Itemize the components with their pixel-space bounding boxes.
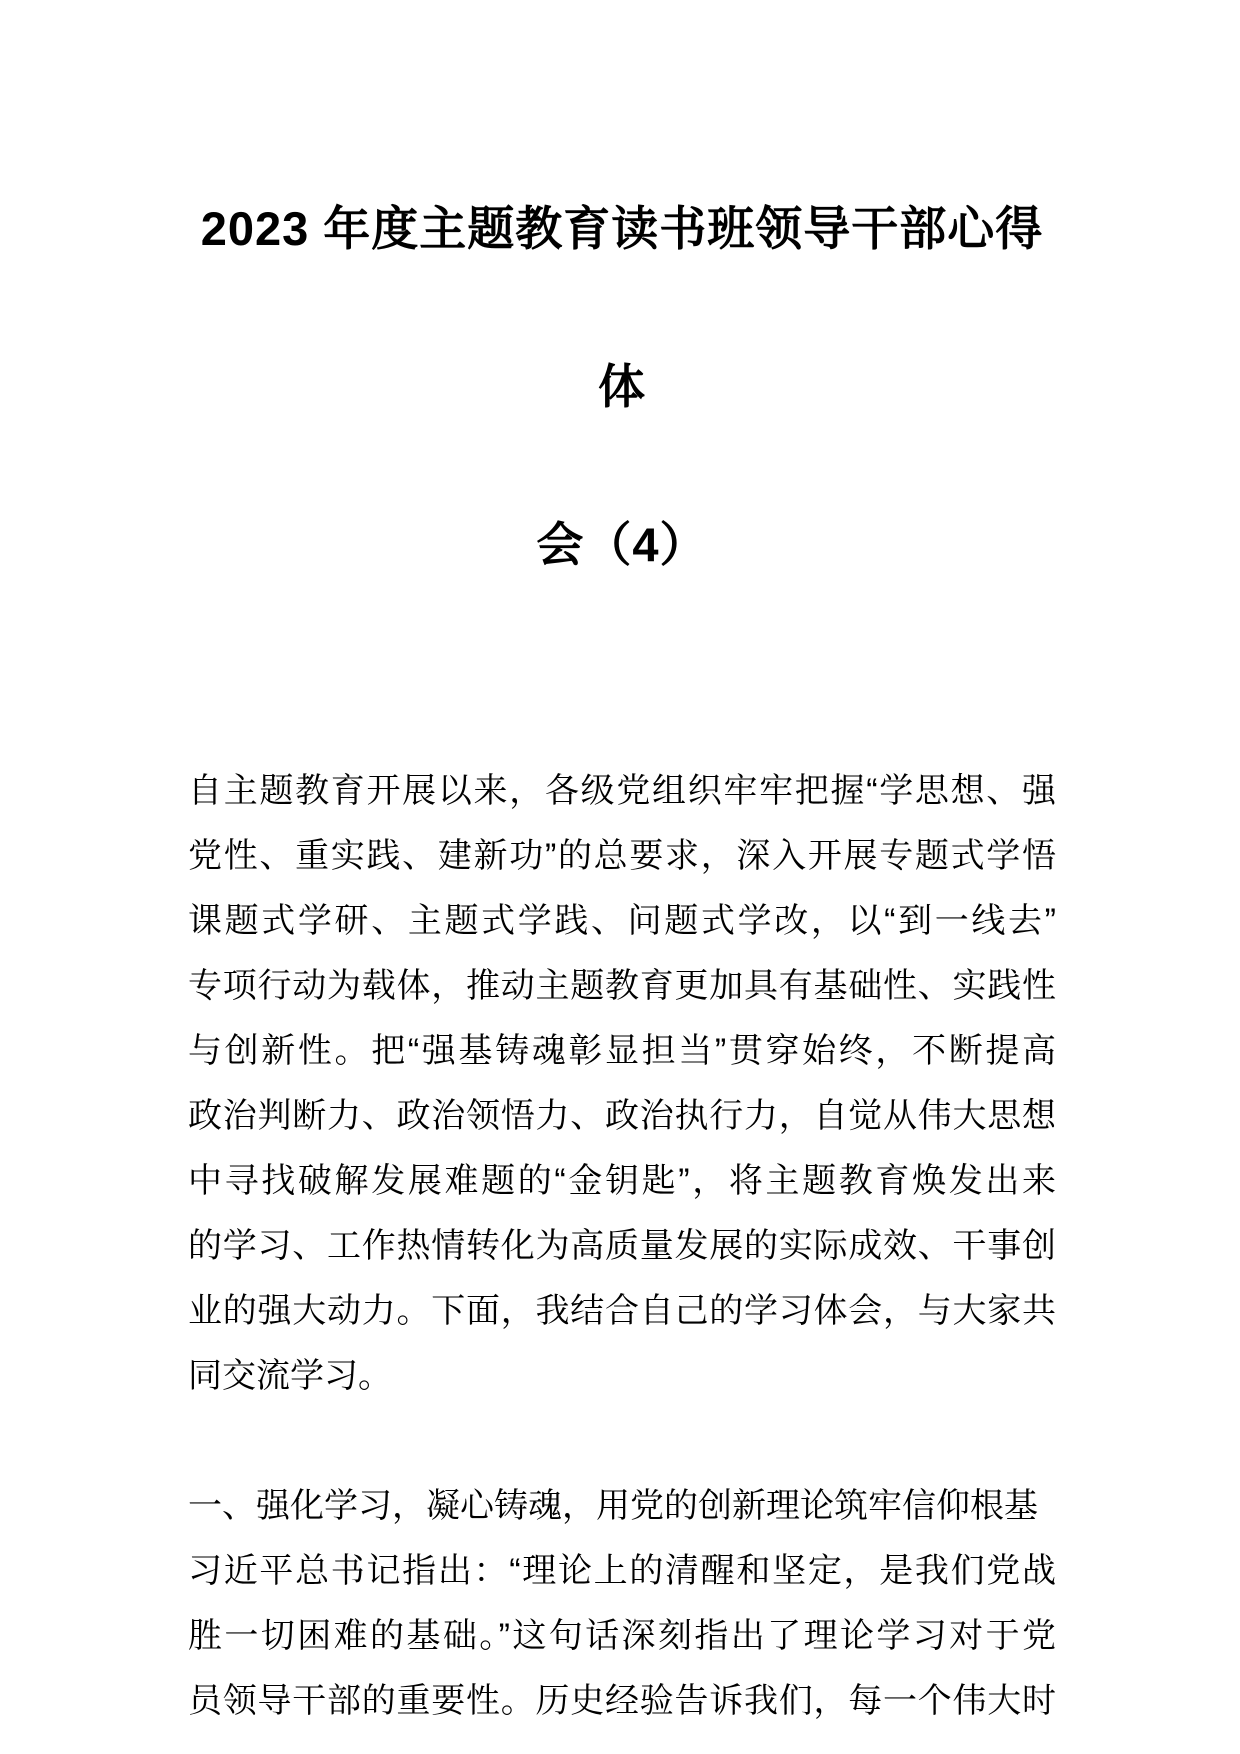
document-title: [188, 150, 1056, 624]
text-line: 习近平总书记指出：“理论上的清醒和坚定，是我们党战: [188, 1552, 1056, 1590]
text-line: 胜一切困难的基础。”这句话深刻指出了理论学习对于党: [188, 1617, 1056, 1655]
document-body: [188, 759, 1056, 1734]
title-line-2: 会（4）: [536, 518, 708, 571]
text-line: 与创新性。把“强基铸魂彰显担当”贯穿始终，不断提高: [188, 1032, 1056, 1070]
text-line: 课题式学研、主题式学践、问题式学改，以“到一线去”: [188, 902, 1056, 940]
paragraph-1: [188, 759, 1056, 1409]
text-line: 中寻找破解发展难题的“金钥匙”，将主题教育焕发出来: [188, 1162, 1056, 1200]
section-heading: 一、强化学习，凝心铸魂，用党的创新理论筑牢信仰根基: [188, 1487, 1038, 1525]
text-line: 专项行动为载体，推动主题教育更加具有基础性、实践性: [188, 967, 1056, 1005]
title-line-1: 2023 年度主题教育读书班领导干部心得体: [200, 202, 1044, 413]
section-1: [188, 1474, 1056, 1539]
text-line: 员领导干部的重要性。历史经验告诉我们，每一个伟大时: [188, 1682, 1056, 1720]
text-line: 自主题教育开展以来，各级党组织牢牢把握“学思想、强: [188, 772, 1056, 810]
paragraph-2: [188, 1539, 1056, 1734]
text-line: 政治判断力、政治领悟力、政治执行力，自觉从伟大思想: [188, 1097, 1056, 1135]
text-line: 党性、重实践、建新功”的总要求，深入开展专题式学悟: [188, 837, 1056, 875]
text-line: 同交流学习。: [188, 1357, 392, 1395]
text-line: 的学习、工作热情转化为高质量发展的实际成效、干事创: [188, 1227, 1056, 1265]
text-line: 业的强大动力。下面，我结合自己的学习体会，与大家共: [188, 1292, 1056, 1330]
